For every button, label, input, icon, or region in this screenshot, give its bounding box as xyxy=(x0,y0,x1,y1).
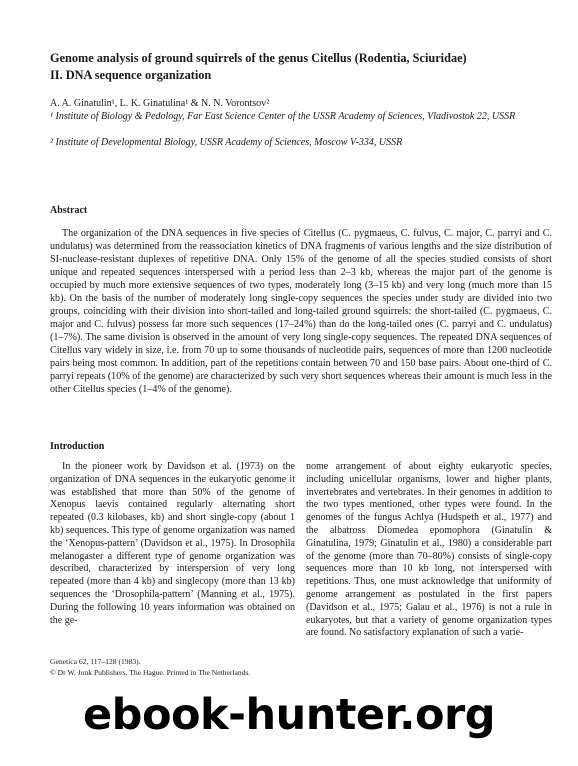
affiliation-2: ² Institute of Developmental Biology, USSR Academy of Sciences, Moscow V-334, USSR xyxy=(50,137,403,148)
title-line-1: Genome analysis of ground squirrels of the genus Citellus (Rodentia, Sciuridae) xyxy=(50,51,467,65)
introduction-heading: Introduction xyxy=(50,441,105,452)
body-column-left xyxy=(50,440,295,627)
abstract-heading: Abstract xyxy=(50,205,88,216)
body-column-right xyxy=(306,461,552,640)
journal-citation: Genetica 62, 117–128 (1983). xyxy=(50,657,141,666)
introduction-text-left: In the pioneer work by Davidson et al. (1973) on the organization of DNA sequences in the eukaryotic genome it was established that more than 50% of the genome of Xenopus laevis contained regularly alternating short repeated (0.3 kilobases, kb) and short single-copy (about 1 kb) sequences. This type of genome organization was named the ‘Xenopus-pattern’ (Davidson et al., 1975). In Drosophila melanogaster a different type of genome organization was described, characterized by interspersion of very long repeated (more than 4 kb) and singlecopy (more than 13 kb) sequences the ‘Drosophila-pattern’ (Manning et al., 1975). During the following 10 years information was obtained on the ge- xyxy=(50,461,295,626)
title-line-2: II. DNA sequence organization xyxy=(50,68,212,82)
introduction-text-right: nome arrangement of about eighty eukaryotic species, including unicellular organisms, lower and higher plants, invertebrates and vertebrates. In their genomes in addition to the two types mentioned, other types were found. In the genomes of the fungus Achlya (Hudspeth et al., 1977) and the albatross Diomedea epomophora (Ginatulin & Ginatulina, 1979; Ginatulin et al., 1980) a considerable part of the genome (more than 70–80%) consists of single-copy sequences more than 10 kb long, not interspersed with repetitions. Thus, one must acknowledge that uniformity of genome arrangement as postulated in the first papers (Davidson et al., 1975; Galau et al., 1976) is not a rule in eukaryotes, but that a variety of genome organization types are found. No satisfactory explanation of such a varie- xyxy=(306,461,552,639)
page-footer xyxy=(50,656,250,678)
affiliation-1: ¹ Institute of Biology & Pedology, Far East Science Center of the USSR Academy of Sciences, Vladivostok 22, USSR xyxy=(50,111,516,122)
abstract-text: The organization of the DNA sequences in five species of Citellus (C. pygmaeus, C. fulvus, C. major, C. parryi and C. undulatus) was determined from the reassociation kinetics of DNA fragments of various lengths and the size distribution of SI-nuclease-resistant duplexes of repetitive DNA. Only 15% of the genome of all the species studied consists of short unique and repeated sequences interspersed with a period less than 2–3 kb, whereas the major part of the genome is occupied by much more extensive sequences of two types, moderately long (3–15 kb) and very long (much more than 15 kb). On the basis of the number of moderately long single-copy sequences the species under study are divided into two groups, coinciding with their division into short-tailed and long-tailed ground squirrels: the short-tailed (C. pygmaeus, C. major and C. fulvus) possess far more such sequences (17–24%) than do the long-tailed ones (C. parryi and C. undulatus) (1–7%). The same division is observed in the amount of very long single-copy sequences. The repeated DNA sequences of Citellus vary widely in size, i.e. from 70 up to some thousands of nucleotide pairs, sequences of more than 1200 nucleotide pairs being most common. In addition, part of the repetitions contain between 70 and 150 base pairs. About one-third of C. parryi repeats (10% of the genome) are characterized by such very short sequences whereas their amount is much less in the other Citellus species (1–4% of the genome). xyxy=(50,228,552,395)
paper-title xyxy=(50,50,550,84)
watermark-text: ebook-hunter.org xyxy=(83,690,495,740)
copyright-notice: © Dr W. Junk Publishers, The Hague. Printed in The Netherlands. xyxy=(50,668,251,677)
author-list: A. A. Ginatulin¹, L. K. Ginatulina¹ & N. N. Vorontsov² xyxy=(50,98,270,109)
